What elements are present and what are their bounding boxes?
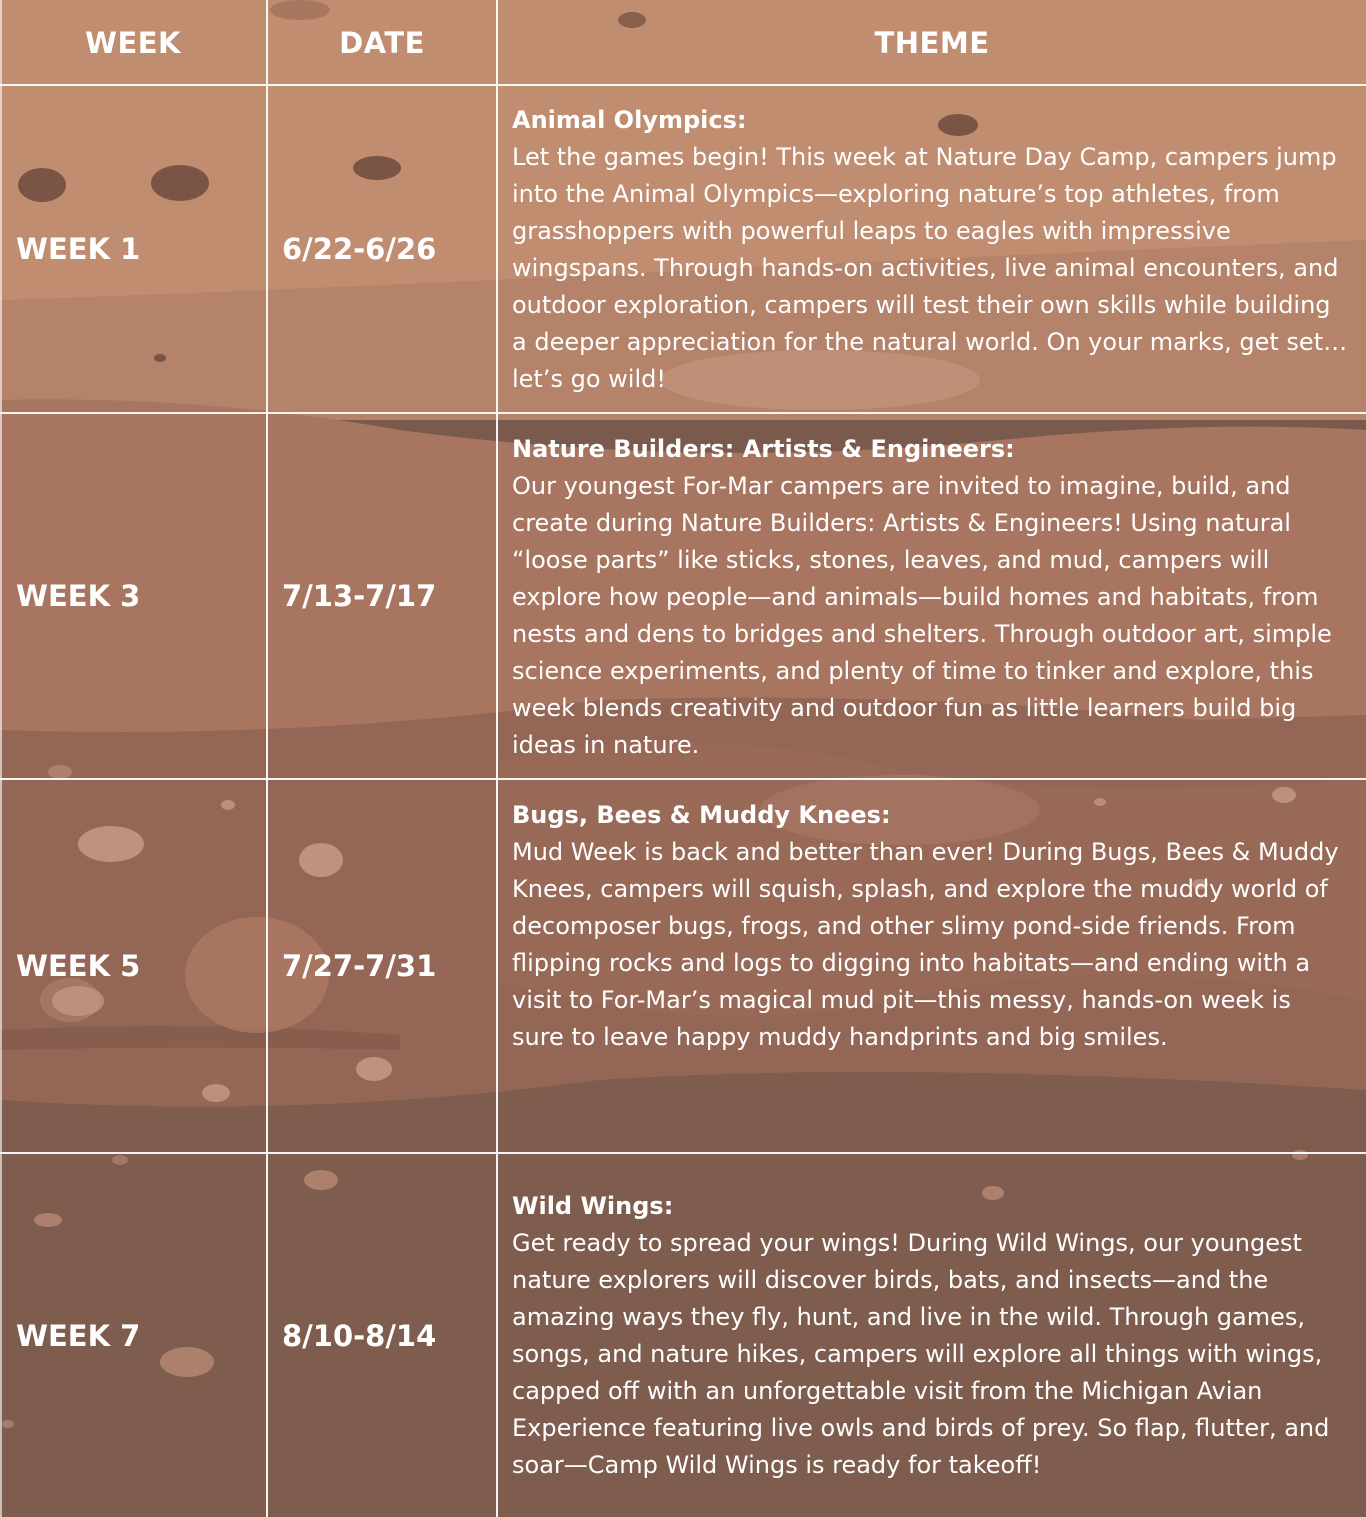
- week-1-date: 6/22-6/26: [282, 232, 437, 266]
- header-theme: THEME: [874, 25, 990, 60]
- week-5-label: WEEK 5: [16, 949, 141, 983]
- week-7-date: 8/10-8/14: [282, 1318, 437, 1353]
- theme-description: Get ready to spread your wings! During Wild Wings, our youngest nature explorers will discover birds, bats, and insects—and the amazing ways they fly, hunt, and live in the wild. Through games, songs, and nature hikes, campers will explore all things with wings, capped off with an unforgettable visit from the Michigan Avian Experience featuring live owls and birds of prey. So flap, flutter, and soar—Camp Wild Wings is ready for takeoff!: [512, 1229, 1330, 1479]
- header-week: WEEK: [84, 25, 182, 60]
- week-7-label: WEEK 7: [16, 1318, 141, 1353]
- theme-title: Wild Wings:: [512, 1192, 674, 1220]
- table-border-left: [0, 0, 2, 1517]
- week-3-theme: [512, 431, 1350, 764]
- theme-description: Mud Week is back and better than ever! During Bugs, Bees & Muddy Knees, campers will squish, splash, and explore the muddy world of decomposer bugs, frogs, and other slimy pond-side friends. From flipping rocks and logs to digging into habitats—and ending with a visit to For-Mar’s magical mud pit—this messy, hands-on week is sure to leave happy muddy handprints and big smiles.: [512, 838, 1339, 1051]
- header-date: DATE: [339, 25, 425, 60]
- theme-title: Nature Builders: Artists & Engineers:: [512, 435, 1015, 463]
- week-1-label: WEEK 1: [16, 232, 141, 266]
- theme-title: Bugs, Bees & Muddy Knees:: [512, 801, 891, 829]
- week-5-theme: [512, 797, 1350, 1056]
- week-5-date: 7/27-7/31: [282, 949, 437, 983]
- column-divider: [496, 0, 498, 1517]
- week-7-theme: [512, 1188, 1350, 1484]
- theme-description: Our youngest For-Mar campers are invited to imagine, build, and create during Nature Builders: Artists & Engineers! Using natural “loose parts” like sticks, stones, leaves, and mud, campers will explore how people—and animals—build homes and habitats, from nests and dens to bridges and shelters. Through outdoor art, simple science experiments, and plenty of time to tinker and explore, this week blends creativity and outdoor fun as little learners build big ideas in nature.: [512, 472, 1332, 759]
- week-3-label: WEEK 3: [16, 579, 141, 613]
- theme-title: Animal Olympics:: [512, 106, 747, 134]
- theme-description: Let the games begin! This week at Nature Day Camp, campers jump into the Animal Olympics—exploring nature’s top athletes, from grasshoppers with powerful leaps to eagles with impressive wingspans. Through hands-on activities, live animal encounters, and outdoor exploration, campers will test their own skills while building a deeper appreciation for the natural world. On your marks, get set… let’s go wild!: [512, 143, 1348, 393]
- week-3-date: 7/13-7/17: [282, 579, 437, 613]
- week-1-theme: [512, 102, 1350, 398]
- column-divider: [266, 0, 268, 1517]
